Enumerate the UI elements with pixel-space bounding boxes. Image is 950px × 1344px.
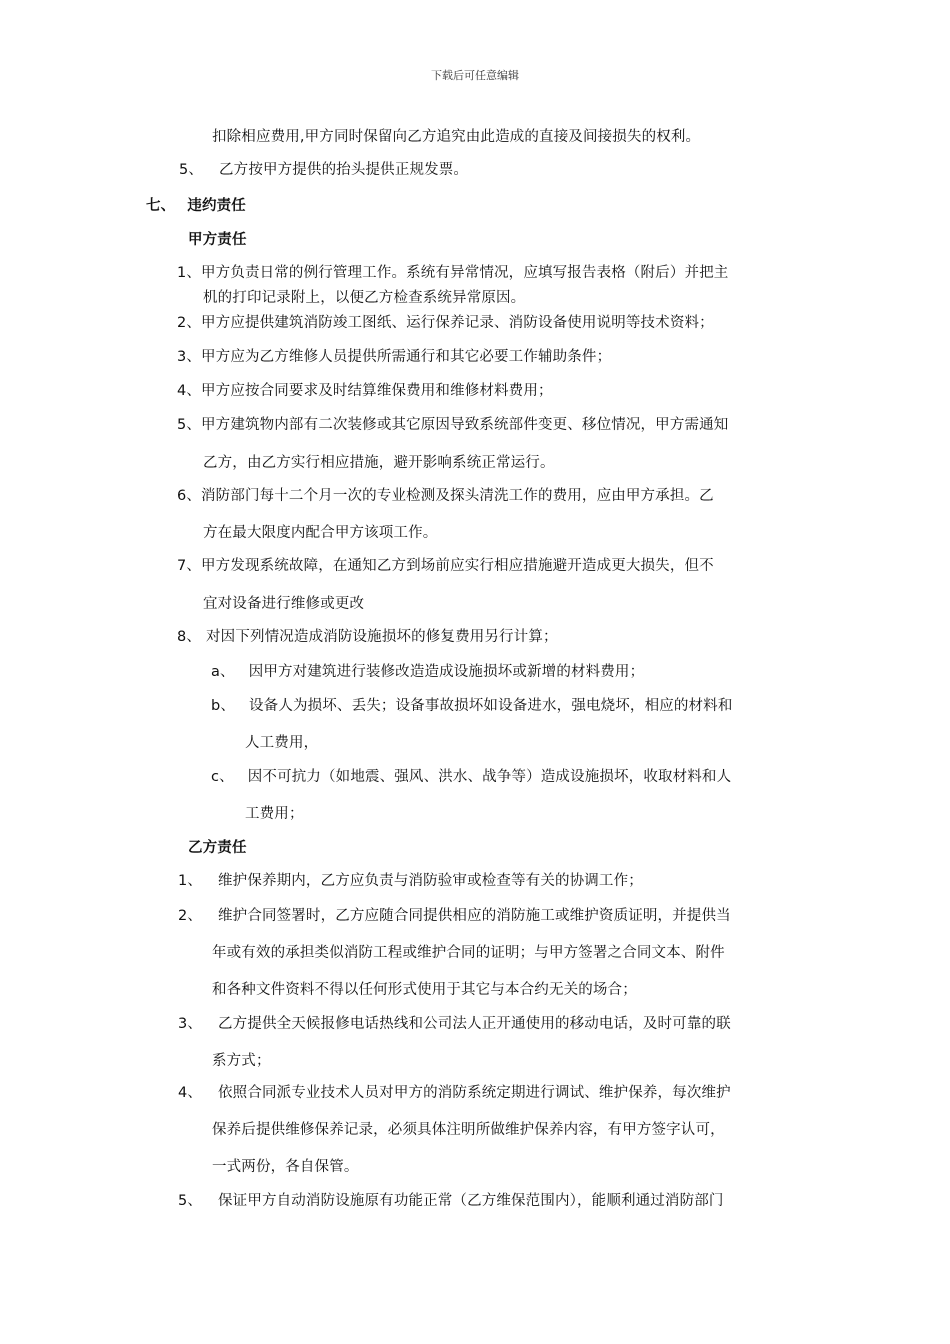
text-line [211,696,732,716]
line-text: 机的打印记录附上，以便乙方检查系统异常原因。 [203,290,526,306]
text-line [212,1120,725,1140]
item-number: 4、 [178,1085,203,1101]
line-text: 保养后提供维修保养记录，必须具体注明所做维护保养内容，有甲方签字认可， [212,1122,725,1138]
line-text: 乙方按甲方提供的抬头提供正规发票。 [219,162,469,178]
line-text: 因甲方对建筑进行装修改造造成设施损坏或新增的材料费用； [248,664,645,680]
line-text: 对因下列情况造成消防设施损坏的修复费用另行计算； [206,629,558,645]
text-line [178,871,643,891]
line-text: 甲方应提供建筑消防竣工图纸、运行保养记录、消防设备使用说明等技术资料； [201,315,714,331]
text-line [177,486,714,506]
text-line [177,627,558,647]
line-text: 违约责任 [187,198,246,214]
line-text: 扣除相应费用,甲方同时保留向乙方追究由此造成的直接及间接损失的权利。 [212,129,701,145]
line-text: 因不可抗力（如地震、强风、洪水、战争等）造成设施损坏，收取材料和人 [247,769,732,785]
text-line [178,1014,731,1034]
text-line [146,196,246,216]
text-line [203,523,437,543]
text-line [212,980,637,1000]
line-text: 维护保养期内，乙方应负责与消防验审或检查等有关的协调工作； [218,873,643,889]
item-number: 7、 [177,558,202,574]
line-text: 乙方，由乙方实行相应措施，避开影响系统正常运行。 [203,455,555,471]
text-line [177,347,611,367]
line-text: 设备人为损坏、丢失；设备事故损坏如设备进水，强电烧坏，相应的材料和 [249,698,733,714]
text-line [211,662,644,682]
text-line [177,556,714,576]
text-line [177,381,553,401]
text-line [188,230,247,250]
text-line [212,943,725,963]
text-line [178,1083,731,1103]
item-number: 3、 [178,1016,203,1032]
text-line [203,453,555,473]
line-text: 甲方发现系统故障，在通知乙方到场前应实行相应措施避开造成更大损失，但不 [201,558,714,574]
line-text: 消防部门每十二个月一次的专业检测及探头清洗工作的费用，应由甲方承担。乙 [201,488,714,504]
text-line [179,160,468,180]
line-text: 方在最大限度内配合甲方该项工作。 [203,525,438,541]
line-text: 工费用； [245,806,304,822]
line-text: 甲方应为乙方维修人员提供所需通行和其它必要工作辅助条件； [201,349,612,365]
item-number: 5、 [178,1193,203,1209]
item-number: 5、 [177,417,202,433]
item-number: 8、 [177,629,202,645]
line-text: 年或有效的承担类似消防工程或维护合同的证明；与甲方签署之合同文本、附件 [212,945,725,961]
page-header: 下载后可任意编辑 [431,69,519,82]
line-text: 人工费用， [245,735,319,751]
item-number: 1、 [177,265,202,281]
text-line [178,906,731,926]
text-line [245,804,304,824]
line-text: 维护合同签署时，乙方应随合同提供相应的消防施工或维护资质证明，并提供当 [218,908,731,924]
item-number: 5、 [179,162,204,178]
text-line [177,313,714,333]
line-text: 甲方责任 [188,232,247,248]
item-number: 4、 [177,383,202,399]
text-line [245,733,318,753]
text-line [211,767,731,787]
item-number: a、 [211,664,235,680]
text-line [212,1051,271,1071]
text-line [212,127,700,147]
text-line [203,288,525,308]
line-text: 依照合同派专业技术人员对甲方的消防系统定期进行调试、维护保养，每次维护 [218,1085,731,1101]
line-text: 和各种文件资料不得以任何形式使用于其它与本合约无关的场合； [212,982,637,998]
item-number: 3、 [177,349,202,365]
line-text: 甲方负责日常的例行管理工作。系统有异常情况，应填写报告表格（附后）并把主 [201,265,729,281]
line-text: 系方式； [212,1053,271,1069]
item-number: c、 [211,769,234,785]
text-line [177,415,728,435]
item-number: b、 [211,698,236,714]
line-text: 甲方建筑物内部有二次装修或其它原因导致系统部件变更、移位情况，甲方需通知 [201,417,729,433]
text-line [212,1157,359,1177]
item-number: 2、 [177,315,202,331]
item-number: 1、 [178,873,203,889]
line-text: 乙方责任 [188,840,247,856]
line-text: 乙方提供全天候报修电话热线和公司法人正开通使用的移动电话，及时可靠的联 [218,1016,731,1032]
line-text: 甲方应按合同要求及时结算维保费用和维修材料费用； [201,383,553,399]
text-line [203,594,364,614]
line-text: 宜对设备进行维修或更改 [203,596,365,612]
text-line [188,838,247,858]
line-text: 一式两份，各自保管。 [212,1159,359,1175]
item-number: 2、 [178,908,203,924]
item-number: 6、 [177,488,202,504]
item-number: 七、 [146,198,176,214]
line-text: 保证甲方自动消防设施原有功能正常（乙方维保范围内），能顺利通过消防部门 [218,1193,724,1209]
text-line [178,1191,724,1211]
text-line [177,263,728,283]
